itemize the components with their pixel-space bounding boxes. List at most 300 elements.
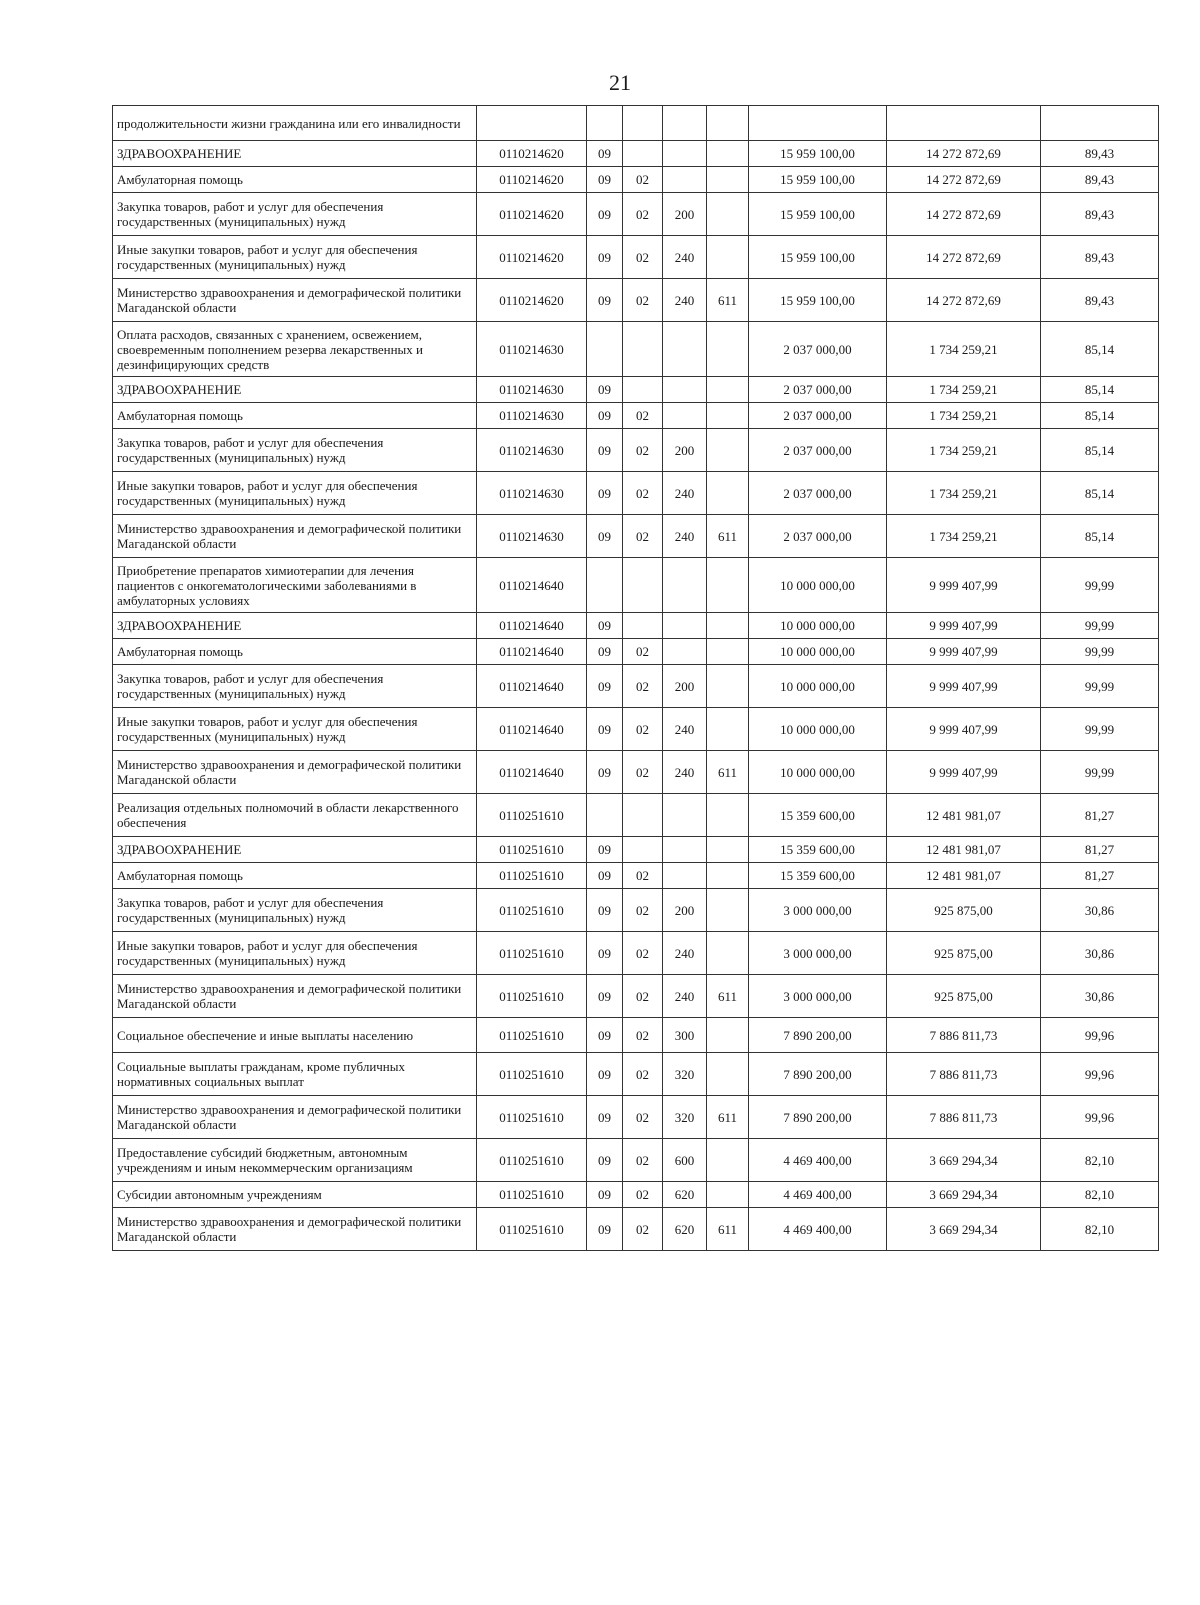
- section-cell: 09: [587, 1018, 623, 1053]
- execution-percent-cell: 82,10: [1041, 1139, 1159, 1182]
- admin-code-cell: 611: [707, 751, 749, 794]
- planned-amount-cell: 2 037 000,00: [749, 322, 887, 377]
- row-name-cell: продолжительности жизни гражданина или его инвалидности: [113, 106, 477, 141]
- expense-type-cell: 240: [663, 472, 707, 515]
- execution-percent-cell: 85,14: [1041, 429, 1159, 472]
- execution-percent-cell: 30,86: [1041, 975, 1159, 1018]
- planned-amount-cell: 3 000 000,00: [749, 932, 887, 975]
- expense-type-cell: [663, 639, 707, 665]
- table-row: [113, 889, 1159, 932]
- target-article-cell: 0110251610: [477, 975, 587, 1018]
- subsection-cell: 02: [623, 236, 663, 279]
- table-row: [113, 1139, 1159, 1182]
- execution-percent-cell: [1041, 106, 1159, 141]
- section-cell: 09: [587, 708, 623, 751]
- row-name-cell: Министерство здравоохранения и демографической политики Магаданской области: [113, 279, 477, 322]
- section-cell: 09: [587, 1139, 623, 1182]
- execution-percent-cell: 89,43: [1041, 141, 1159, 167]
- table-row: [113, 837, 1159, 863]
- table-row: [113, 558, 1159, 613]
- section-cell: 09: [587, 639, 623, 665]
- actual-amount-cell: 12 481 981,07: [887, 863, 1041, 889]
- row-name-cell: Иные закупки товаров, работ и услуг для обеспечения государственных (муниципальных) нужд: [113, 708, 477, 751]
- table-row: [113, 167, 1159, 193]
- row-name-cell: Предоставление субсидий бюджетным, автономным учреждениям и иным некоммерческим организациям: [113, 1139, 477, 1182]
- subsection-cell: 02: [623, 515, 663, 558]
- table-row: [113, 1053, 1159, 1096]
- section-cell: 09: [587, 889, 623, 932]
- subsection-cell: 02: [623, 429, 663, 472]
- actual-amount-cell: 9 999 407,99: [887, 613, 1041, 639]
- planned-amount-cell: 15 959 100,00: [749, 279, 887, 322]
- table-row: [113, 279, 1159, 322]
- subsection-cell: [623, 558, 663, 613]
- planned-amount-cell: 15 959 100,00: [749, 141, 887, 167]
- target-article-cell: 0110214640: [477, 613, 587, 639]
- admin-code-cell: [707, 889, 749, 932]
- section-cell: 09: [587, 1208, 623, 1251]
- section-cell: 09: [587, 167, 623, 193]
- expense-type-cell: [663, 106, 707, 141]
- target-article-cell: 0110214630: [477, 515, 587, 558]
- row-name-cell: Закупка товаров, работ и услуг для обеспечения государственных (муниципальных) нужд: [113, 889, 477, 932]
- actual-amount-cell: 3 669 294,34: [887, 1139, 1041, 1182]
- execution-percent-cell: 30,86: [1041, 889, 1159, 932]
- table-row: [113, 613, 1159, 639]
- actual-amount-cell: 14 272 872,69: [887, 141, 1041, 167]
- admin-code-cell: [707, 708, 749, 751]
- admin-code-cell: [707, 377, 749, 403]
- execution-percent-cell: 85,14: [1041, 403, 1159, 429]
- admin-code-cell: 611: [707, 975, 749, 1018]
- execution-percent-cell: 99,96: [1041, 1053, 1159, 1096]
- actual-amount-cell: 3 669 294,34: [887, 1208, 1041, 1251]
- section-cell: 09: [587, 141, 623, 167]
- expense-type-cell: [663, 167, 707, 193]
- target-article-cell: 0110251610: [477, 1018, 587, 1053]
- actual-amount-cell: 7 886 811,73: [887, 1096, 1041, 1139]
- section-cell: 09: [587, 236, 623, 279]
- admin-code-cell: [707, 236, 749, 279]
- subsection-cell: 02: [623, 708, 663, 751]
- planned-amount-cell: 2 037 000,00: [749, 472, 887, 515]
- admin-code-cell: [707, 1182, 749, 1208]
- actual-amount-cell: 925 875,00: [887, 975, 1041, 1018]
- admin-code-cell: [707, 863, 749, 889]
- planned-amount-cell: 15 959 100,00: [749, 193, 887, 236]
- planned-amount-cell: 10 000 000,00: [749, 665, 887, 708]
- row-name-cell: Иные закупки товаров, работ и услуг для обеспечения государственных (муниципальных) нужд: [113, 236, 477, 279]
- planned-amount-cell: 2 037 000,00: [749, 403, 887, 429]
- table-row: [113, 708, 1159, 751]
- row-name-cell: Оплата расходов, связанных с хранением, освежением, своевременным пополнением резерва лекарственных и дезинфицирующих средств: [113, 322, 477, 377]
- table-row: [113, 1018, 1159, 1053]
- planned-amount-cell: 15 359 600,00: [749, 863, 887, 889]
- execution-percent-cell: 81,27: [1041, 863, 1159, 889]
- target-article-cell: 0110214620: [477, 279, 587, 322]
- subsection-cell: 02: [623, 1053, 663, 1096]
- subsection-cell: 02: [623, 279, 663, 322]
- execution-percent-cell: 99,99: [1041, 708, 1159, 751]
- planned-amount-cell: 4 469 400,00: [749, 1182, 887, 1208]
- row-name-cell: Министерство здравоохранения и демографической политики Магаданской области: [113, 1208, 477, 1251]
- subsection-cell: [623, 106, 663, 141]
- table-row: [113, 377, 1159, 403]
- row-name-cell: Амбулаторная помощь: [113, 639, 477, 665]
- expense-type-cell: 620: [663, 1208, 707, 1251]
- planned-amount-cell: 2 037 000,00: [749, 429, 887, 472]
- target-article-cell: 0110214620: [477, 141, 587, 167]
- expense-type-cell: [663, 558, 707, 613]
- subsection-cell: [623, 837, 663, 863]
- page-number: 21: [609, 70, 631, 95]
- actual-amount-cell: 1 734 259,21: [887, 322, 1041, 377]
- row-name-cell: Закупка товаров, работ и услуг для обеспечения государственных (муниципальных) нужд: [113, 665, 477, 708]
- section-cell: 09: [587, 613, 623, 639]
- section-cell: [587, 322, 623, 377]
- actual-amount-cell: 9 999 407,99: [887, 558, 1041, 613]
- admin-code-cell: 611: [707, 515, 749, 558]
- table-row: [113, 322, 1159, 377]
- planned-amount-cell: 3 000 000,00: [749, 889, 887, 932]
- section-cell: 09: [587, 429, 623, 472]
- execution-percent-cell: 85,14: [1041, 472, 1159, 515]
- planned-amount-cell: 3 000 000,00: [749, 975, 887, 1018]
- row-name-cell: Закупка товаров, работ и услуг для обеспечения государственных (муниципальных) нужд: [113, 193, 477, 236]
- expense-type-cell: [663, 837, 707, 863]
- row-name-cell: Социальное обеспечение и иные выплаты населению: [113, 1018, 477, 1053]
- target-article-cell: 0110214630: [477, 322, 587, 377]
- expense-type-cell: [663, 141, 707, 167]
- admin-code-cell: [707, 429, 749, 472]
- target-article-cell: 0110251610: [477, 889, 587, 932]
- admin-code-cell: 611: [707, 1096, 749, 1139]
- target-article-cell: 0110251610: [477, 863, 587, 889]
- subsection-cell: 02: [623, 639, 663, 665]
- target-article-cell: 0110251610: [477, 932, 587, 975]
- actual-amount-cell: 12 481 981,07: [887, 837, 1041, 863]
- table-row: [113, 193, 1159, 236]
- subsection-cell: 02: [623, 1096, 663, 1139]
- admin-code-cell: [707, 472, 749, 515]
- row-name-cell: Иные закупки товаров, работ и услуг для обеспечения государственных (муниципальных) нужд: [113, 932, 477, 975]
- planned-amount-cell: 2 037 000,00: [749, 515, 887, 558]
- execution-percent-cell: 89,43: [1041, 193, 1159, 236]
- subsection-cell: 02: [623, 1018, 663, 1053]
- target-article-cell: 0110251610: [477, 1053, 587, 1096]
- section-cell: 09: [587, 665, 623, 708]
- table-row: [113, 639, 1159, 665]
- actual-amount-cell: 1 734 259,21: [887, 515, 1041, 558]
- admin-code-cell: [707, 639, 749, 665]
- target-article-cell: 0110251610: [477, 794, 587, 837]
- execution-percent-cell: 85,14: [1041, 515, 1159, 558]
- table-row: [113, 141, 1159, 167]
- actual-amount-cell: 1 734 259,21: [887, 472, 1041, 515]
- execution-percent-cell: 99,99: [1041, 665, 1159, 708]
- admin-code-cell: [707, 403, 749, 429]
- execution-percent-cell: 81,27: [1041, 837, 1159, 863]
- target-article-cell: 0110214640: [477, 708, 587, 751]
- admin-code-cell: [707, 141, 749, 167]
- table-row: [113, 863, 1159, 889]
- planned-amount-cell: [749, 106, 887, 141]
- admin-code-cell: [707, 613, 749, 639]
- admin-code-cell: [707, 837, 749, 863]
- section-cell: [587, 794, 623, 837]
- table-row: [113, 403, 1159, 429]
- row-name-cell: Закупка товаров, работ и услуг для обеспечения государственных (муниципальных) нужд: [113, 429, 477, 472]
- subsection-cell: 02: [623, 1139, 663, 1182]
- admin-code-cell: [707, 1139, 749, 1182]
- planned-amount-cell: 10 000 000,00: [749, 639, 887, 665]
- actual-amount-cell: 9 999 407,99: [887, 639, 1041, 665]
- target-article-cell: 0110214620: [477, 236, 587, 279]
- actual-amount-cell: 9 999 407,99: [887, 751, 1041, 794]
- actual-amount-cell: 925 875,00: [887, 932, 1041, 975]
- planned-amount-cell: 7 890 200,00: [749, 1053, 887, 1096]
- section-cell: 09: [587, 1182, 623, 1208]
- expense-type-cell: 240: [663, 932, 707, 975]
- admin-code-cell: [707, 167, 749, 193]
- subsection-cell: [623, 794, 663, 837]
- execution-percent-cell: 82,10: [1041, 1208, 1159, 1251]
- planned-amount-cell: 7 890 200,00: [749, 1096, 887, 1139]
- expense-type-cell: [663, 613, 707, 639]
- row-name-cell: Министерство здравоохранения и демографической политики Магаданской области: [113, 751, 477, 794]
- expense-type-cell: 240: [663, 515, 707, 558]
- actual-amount-cell: 9 999 407,99: [887, 665, 1041, 708]
- planned-amount-cell: 2 037 000,00: [749, 377, 887, 403]
- table-row: [113, 932, 1159, 975]
- subsection-cell: [623, 613, 663, 639]
- planned-amount-cell: 15 359 600,00: [749, 837, 887, 863]
- table-row: [113, 1182, 1159, 1208]
- subsection-cell: 02: [623, 167, 663, 193]
- expense-type-cell: 240: [663, 751, 707, 794]
- section-cell: 09: [587, 751, 623, 794]
- expense-type-cell: 320: [663, 1096, 707, 1139]
- expense-type-cell: 200: [663, 665, 707, 708]
- section-cell: 09: [587, 1053, 623, 1096]
- actual-amount-cell: 3 669 294,34: [887, 1182, 1041, 1208]
- admin-code-cell: [707, 932, 749, 975]
- admin-code-cell: [707, 193, 749, 236]
- row-name-cell: Иные закупки товаров, работ и услуг для обеспечения государственных (муниципальных) нужд: [113, 472, 477, 515]
- table-row: [113, 1096, 1159, 1139]
- section-cell: 09: [587, 932, 623, 975]
- target-article-cell: 0110214640: [477, 665, 587, 708]
- table-row: [113, 429, 1159, 472]
- row-name-cell: ЗДРАВООХРАНЕНИЕ: [113, 377, 477, 403]
- table-row: [113, 106, 1159, 141]
- execution-percent-cell: 99,99: [1041, 639, 1159, 665]
- subsection-cell: 02: [623, 932, 663, 975]
- planned-amount-cell: 10 000 000,00: [749, 558, 887, 613]
- expense-type-cell: 320: [663, 1053, 707, 1096]
- section-cell: 09: [587, 975, 623, 1018]
- subsection-cell: [623, 377, 663, 403]
- actual-amount-cell: 12 481 981,07: [887, 794, 1041, 837]
- section-cell: 09: [587, 472, 623, 515]
- section-cell: 09: [587, 377, 623, 403]
- expense-type-cell: 200: [663, 889, 707, 932]
- execution-percent-cell: 89,43: [1041, 236, 1159, 279]
- table-row: [113, 515, 1159, 558]
- table-row: [113, 751, 1159, 794]
- section-cell: 09: [587, 279, 623, 322]
- section-cell: 09: [587, 837, 623, 863]
- row-name-cell: Министерство здравоохранения и демографической политики Магаданской области: [113, 975, 477, 1018]
- table-row: [113, 665, 1159, 708]
- table-row: [113, 975, 1159, 1018]
- subsection-cell: 02: [623, 193, 663, 236]
- row-name-cell: ЗДРАВООХРАНЕНИЕ: [113, 613, 477, 639]
- row-name-cell: ЗДРАВООХРАНЕНИЕ: [113, 837, 477, 863]
- subsection-cell: [623, 141, 663, 167]
- row-name-cell: Амбулаторная помощь: [113, 167, 477, 193]
- subsection-cell: 02: [623, 472, 663, 515]
- subsection-cell: 02: [623, 1182, 663, 1208]
- actual-amount-cell: 14 272 872,69: [887, 279, 1041, 322]
- subsection-cell: 02: [623, 665, 663, 708]
- expense-type-cell: [663, 322, 707, 377]
- expense-type-cell: 240: [663, 975, 707, 1018]
- table-row: [113, 472, 1159, 515]
- subsection-cell: 02: [623, 863, 663, 889]
- table-row: [113, 236, 1159, 279]
- expense-type-cell: [663, 794, 707, 837]
- table-row: [113, 794, 1159, 837]
- target-article-cell: 0110251610: [477, 837, 587, 863]
- target-article-cell: 0110251610: [477, 1208, 587, 1251]
- planned-amount-cell: 10 000 000,00: [749, 751, 887, 794]
- target-article-cell: 0110214630: [477, 429, 587, 472]
- expense-type-cell: 600: [663, 1139, 707, 1182]
- target-article-cell: 0110251610: [477, 1096, 587, 1139]
- subsection-cell: 02: [623, 889, 663, 932]
- execution-percent-cell: 99,99: [1041, 558, 1159, 613]
- actual-amount-cell: [887, 106, 1041, 141]
- row-name-cell: Амбулаторная помощь: [113, 863, 477, 889]
- actual-amount-cell: 14 272 872,69: [887, 236, 1041, 279]
- budget-table: [112, 105, 1159, 1251]
- planned-amount-cell: 7 890 200,00: [749, 1018, 887, 1053]
- admin-code-cell: [707, 794, 749, 837]
- actual-amount-cell: 14 272 872,69: [887, 193, 1041, 236]
- subsection-cell: 02: [623, 751, 663, 794]
- row-name-cell: ЗДРАВООХРАНЕНИЕ: [113, 141, 477, 167]
- planned-amount-cell: 10 000 000,00: [749, 613, 887, 639]
- execution-percent-cell: 99,96: [1041, 1018, 1159, 1053]
- expense-type-cell: [663, 377, 707, 403]
- actual-amount-cell: 1 734 259,21: [887, 377, 1041, 403]
- execution-percent-cell: 85,14: [1041, 322, 1159, 377]
- execution-percent-cell: 99,96: [1041, 1096, 1159, 1139]
- row-name-cell: Министерство здравоохранения и демографической политики Магаданской области: [113, 515, 477, 558]
- execution-percent-cell: 82,10: [1041, 1182, 1159, 1208]
- admin-code-cell: [707, 558, 749, 613]
- section-cell: 09: [587, 515, 623, 558]
- planned-amount-cell: 15 959 100,00: [749, 167, 887, 193]
- section-cell: [587, 558, 623, 613]
- actual-amount-cell: 7 886 811,73: [887, 1053, 1041, 1096]
- expense-type-cell: 300: [663, 1018, 707, 1053]
- execution-percent-cell: 85,14: [1041, 377, 1159, 403]
- execution-percent-cell: 99,99: [1041, 613, 1159, 639]
- target-article-cell: 0110214620: [477, 167, 587, 193]
- admin-code-cell: [707, 1018, 749, 1053]
- subsection-cell: 02: [623, 403, 663, 429]
- execution-percent-cell: 89,43: [1041, 167, 1159, 193]
- expense-type-cell: 240: [663, 236, 707, 279]
- expense-type-cell: 200: [663, 193, 707, 236]
- row-name-cell: Социальные выплаты гражданам, кроме публичных нормативных социальных выплат: [113, 1053, 477, 1096]
- section-cell: 09: [587, 403, 623, 429]
- row-name-cell: Министерство здравоохранения и демографической политики Магаданской области: [113, 1096, 477, 1139]
- admin-code-cell: [707, 1053, 749, 1096]
- execution-percent-cell: 99,99: [1041, 751, 1159, 794]
- subsection-cell: [623, 322, 663, 377]
- admin-code-cell: 611: [707, 1208, 749, 1251]
- row-name-cell: Реализация отдельных полномочий в области лекарственного обеспечения: [113, 794, 477, 837]
- section-cell: 09: [587, 193, 623, 236]
- target-article-cell: 0110214630: [477, 472, 587, 515]
- table-row: [113, 1208, 1159, 1251]
- target-article-cell: 0110214620: [477, 193, 587, 236]
- subsection-cell: 02: [623, 1208, 663, 1251]
- expense-type-cell: 620: [663, 1182, 707, 1208]
- section-cell: [587, 106, 623, 141]
- actual-amount-cell: 9 999 407,99: [887, 708, 1041, 751]
- admin-code-cell: [707, 665, 749, 708]
- expense-type-cell: [663, 403, 707, 429]
- planned-amount-cell: 15 959 100,00: [749, 236, 887, 279]
- subsection-cell: 02: [623, 975, 663, 1018]
- planned-amount-cell: 10 000 000,00: [749, 708, 887, 751]
- expense-type-cell: 240: [663, 708, 707, 751]
- execution-percent-cell: 30,86: [1041, 932, 1159, 975]
- target-article-cell: 0110214640: [477, 751, 587, 794]
- target-article-cell: 0110214640: [477, 639, 587, 665]
- actual-amount-cell: 7 886 811,73: [887, 1018, 1041, 1053]
- actual-amount-cell: 14 272 872,69: [887, 167, 1041, 193]
- row-name-cell: Приобретение препаратов химиотерапии для лечения пациентов с онкогематологическими заболеваниями в амбулаторных условиях: [113, 558, 477, 613]
- target-article-cell: 0110251610: [477, 1182, 587, 1208]
- expense-type-cell: [663, 863, 707, 889]
- target-article-cell: 0110214640: [477, 558, 587, 613]
- planned-amount-cell: 4 469 400,00: [749, 1208, 887, 1251]
- expense-type-cell: 240: [663, 279, 707, 322]
- execution-percent-cell: 89,43: [1041, 279, 1159, 322]
- target-article-cell: [477, 106, 587, 141]
- admin-code-cell: [707, 106, 749, 141]
- execution-percent-cell: 81,27: [1041, 794, 1159, 837]
- target-article-cell: 0110214630: [477, 377, 587, 403]
- section-cell: 09: [587, 1096, 623, 1139]
- target-article-cell: 0110251610: [477, 1139, 587, 1182]
- planned-amount-cell: 15 359 600,00: [749, 794, 887, 837]
- actual-amount-cell: 1 734 259,21: [887, 429, 1041, 472]
- section-cell: 09: [587, 863, 623, 889]
- actual-amount-cell: 925 875,00: [887, 889, 1041, 932]
- admin-code-cell: 611: [707, 279, 749, 322]
- admin-code-cell: [707, 322, 749, 377]
- row-name-cell: Амбулаторная помощь: [113, 403, 477, 429]
- expense-type-cell: 200: [663, 429, 707, 472]
- planned-amount-cell: 4 469 400,00: [749, 1139, 887, 1182]
- target-article-cell: 0110214630: [477, 403, 587, 429]
